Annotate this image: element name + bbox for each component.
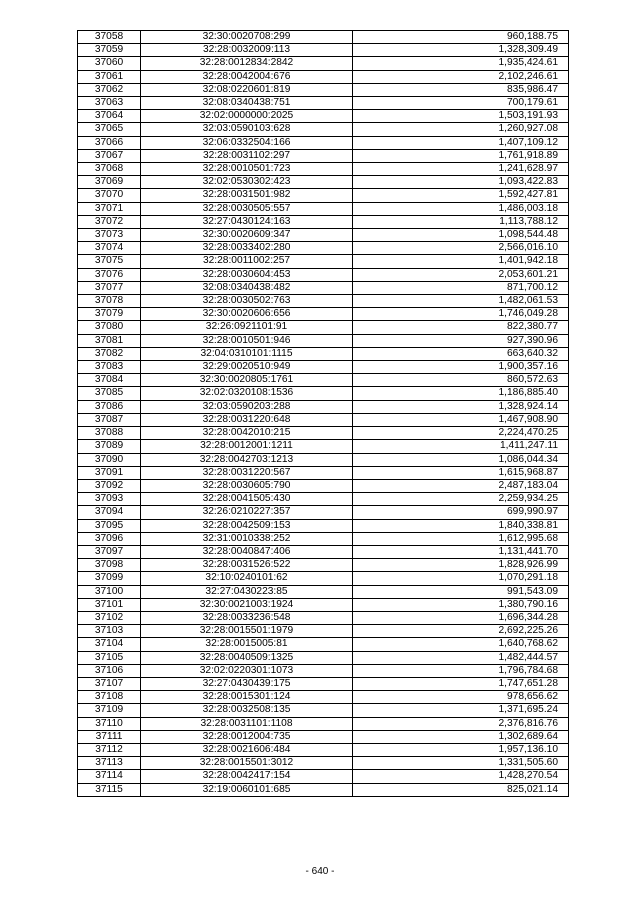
- table-row: [78, 704, 569, 717]
- row-number-cell: 37092: [78, 479, 141, 492]
- row-number-cell: 37082: [78, 347, 141, 360]
- table-row: [78, 664, 569, 677]
- table-row: [78, 361, 569, 374]
- table-row: [78, 31, 569, 44]
- cadastral-number-cell: 32:06:0332504:166: [141, 136, 353, 149]
- table-body: [78, 31, 569, 797]
- table-row: [78, 730, 569, 743]
- row-number-cell: 37109: [78, 704, 141, 717]
- table-row: [78, 413, 569, 426]
- value-cell: 1,086,044.34: [353, 453, 569, 466]
- table-row: [78, 202, 569, 215]
- row-number-cell: 37097: [78, 545, 141, 558]
- cadastral-number-cell: 32:28:0011002:257: [141, 255, 353, 268]
- row-number-cell: 37114: [78, 770, 141, 783]
- data-table: [77, 30, 569, 797]
- value-cell: 825,021.14: [353, 783, 569, 796]
- row-number-cell: 37063: [78, 97, 141, 110]
- cadastral-number-cell: 32:28:0040509:1325: [141, 651, 353, 664]
- cadastral-number-cell: 32:02:0320108:1536: [141, 387, 353, 400]
- table-row: [78, 479, 569, 492]
- cadastral-number-cell: 32:08:0220601:819: [141, 83, 353, 96]
- cadastral-number-cell: 32:28:0031101:1108: [141, 717, 353, 730]
- value-cell: 2,487,183.04: [353, 479, 569, 492]
- row-number-cell: 37072: [78, 215, 141, 228]
- row-number-cell: 37102: [78, 611, 141, 624]
- cadastral-number-cell: 32:02:0000000:2025: [141, 110, 353, 123]
- row-number-cell: 37075: [78, 255, 141, 268]
- value-cell: 1,241,628.97: [353, 163, 569, 176]
- table-row: [78, 57, 569, 70]
- value-cell: 1,482,444.57: [353, 651, 569, 664]
- value-cell: 1,796,784.68: [353, 664, 569, 677]
- cadastral-number-cell: 32:31:0010338:252: [141, 532, 353, 545]
- row-number-cell: 37110: [78, 717, 141, 730]
- row-number-cell: 37094: [78, 506, 141, 519]
- value-cell: 1,592,427.81: [353, 189, 569, 202]
- table-row: [78, 677, 569, 690]
- cadastral-number-cell: 32:29:0020510:949: [141, 361, 353, 374]
- value-cell: 1,486,003.18: [353, 202, 569, 215]
- row-number-cell: 37068: [78, 163, 141, 176]
- value-cell: 699,990.97: [353, 506, 569, 519]
- table-row: [78, 532, 569, 545]
- table-row: [78, 625, 569, 638]
- cadastral-number-cell: 32:28:0012834:2842: [141, 57, 353, 70]
- table-row: [78, 123, 569, 136]
- cadastral-number-cell: 32:28:0031220:648: [141, 413, 353, 426]
- table-row: [78, 506, 569, 519]
- row-number-cell: 37090: [78, 453, 141, 466]
- row-number-cell: 37089: [78, 440, 141, 453]
- row-number-cell: 37098: [78, 559, 141, 572]
- table-row: [78, 136, 569, 149]
- cadastral-number-cell: 32:28:0015501:1979: [141, 625, 353, 638]
- value-cell: 2,566,016.10: [353, 242, 569, 255]
- cadastral-number-cell: 32:28:0042010:215: [141, 427, 353, 440]
- value-cell: 1,070,291.18: [353, 572, 569, 585]
- table-row: [78, 519, 569, 532]
- table-row: [78, 176, 569, 189]
- table-row: [78, 638, 569, 651]
- value-cell: 2,053,601.21: [353, 268, 569, 281]
- row-number-cell: 37080: [78, 321, 141, 334]
- row-number-cell: 37084: [78, 374, 141, 387]
- cadastral-number-cell: 32:28:0010501:723: [141, 163, 353, 176]
- row-number-cell: 37103: [78, 625, 141, 638]
- value-cell: 1,696,344.28: [353, 611, 569, 624]
- value-cell: 1,093,422.83: [353, 176, 569, 189]
- cadastral-number-cell: 32:30:0021003:1924: [141, 598, 353, 611]
- row-number-cell: 37062: [78, 83, 141, 96]
- value-cell: 1,640,768.62: [353, 638, 569, 651]
- table-row: [78, 691, 569, 704]
- row-number-cell: 37086: [78, 400, 141, 413]
- value-cell: 960,188.75: [353, 31, 569, 44]
- value-cell: 871,700.12: [353, 281, 569, 294]
- row-number-cell: 37074: [78, 242, 141, 255]
- table-row: [78, 83, 569, 96]
- cadastral-number-cell: 32:28:0031526:522: [141, 559, 353, 572]
- table-row: [78, 651, 569, 664]
- cadastral-number-cell: 32:28:0042417:154: [141, 770, 353, 783]
- table-row: [78, 427, 569, 440]
- table-row: [78, 334, 569, 347]
- value-cell: 1,957,136.10: [353, 743, 569, 756]
- cadastral-number-cell: 32:04:0310101:1115: [141, 347, 353, 360]
- row-number-cell: 37091: [78, 466, 141, 479]
- row-number-cell: 37070: [78, 189, 141, 202]
- cadastral-number-cell: 32:28:0033236:548: [141, 611, 353, 624]
- row-number-cell: 37060: [78, 57, 141, 70]
- value-cell: 2,692,225.26: [353, 625, 569, 638]
- row-number-cell: 37081: [78, 334, 141, 347]
- table-row: [78, 97, 569, 110]
- cadastral-number-cell: 32:03:0590103:628: [141, 123, 353, 136]
- table-row: [78, 453, 569, 466]
- row-number-cell: 37085: [78, 387, 141, 400]
- row-number-cell: 37095: [78, 519, 141, 532]
- value-cell: 2,102,246.61: [353, 70, 569, 83]
- cadastral-number-cell: 32:30:0020606:656: [141, 308, 353, 321]
- value-cell: 991,543.09: [353, 585, 569, 598]
- value-cell: 2,259,934.25: [353, 493, 569, 506]
- row-number-cell: 37064: [78, 110, 141, 123]
- row-number-cell: 37096: [78, 532, 141, 545]
- value-cell: 978,656.62: [353, 691, 569, 704]
- page-number: - 640 -: [305, 866, 335, 877]
- cadastral-number-cell: 32:30:0020708:299: [141, 31, 353, 44]
- value-cell: 1,612,995.68: [353, 532, 569, 545]
- value-cell: 1,467,908.90: [353, 413, 569, 426]
- table-row: [78, 242, 569, 255]
- cadastral-number-cell: 32:28:0012001:1211: [141, 440, 353, 453]
- cadastral-number-cell: 32:02:0530302:423: [141, 176, 353, 189]
- table-row: [78, 70, 569, 83]
- row-number-cell: 37065: [78, 123, 141, 136]
- table-row: [78, 149, 569, 162]
- table-row: [78, 215, 569, 228]
- cadastral-number-cell: 32:28:0015501:3012: [141, 757, 353, 770]
- row-number-cell: 37100: [78, 585, 141, 598]
- row-number-cell: 37115: [78, 783, 141, 796]
- table-row: [78, 770, 569, 783]
- table-row: [78, 466, 569, 479]
- row-number-cell: 37059: [78, 44, 141, 57]
- value-cell: 700,179.61: [353, 97, 569, 110]
- value-cell: 1,615,968.87: [353, 466, 569, 479]
- row-number-cell: 37105: [78, 651, 141, 664]
- value-cell: 1,503,191.93: [353, 110, 569, 123]
- value-cell: 1,482,061.53: [353, 295, 569, 308]
- table-row: [78, 559, 569, 572]
- row-number-cell: 37078: [78, 295, 141, 308]
- table-row: [78, 572, 569, 585]
- value-cell: 927,390.96: [353, 334, 569, 347]
- value-cell: 1,428,270.54: [353, 770, 569, 783]
- cadastral-number-cell: 32:26:0921101:91: [141, 321, 353, 334]
- row-number-cell: 37093: [78, 493, 141, 506]
- value-cell: 1,935,424.61: [353, 57, 569, 70]
- row-number-cell: 37108: [78, 691, 141, 704]
- cadastral-number-cell: 32:28:0021606:484: [141, 743, 353, 756]
- table-row: [78, 757, 569, 770]
- cadastral-number-cell: 32:10:0240101:62: [141, 572, 353, 585]
- cadastral-number-cell: 32:28:0033402:280: [141, 242, 353, 255]
- table-row: [78, 189, 569, 202]
- value-cell: 663,640.32: [353, 347, 569, 360]
- table-row: [78, 268, 569, 281]
- cadastral-number-cell: 32:28:0032508:135: [141, 704, 353, 717]
- row-number-cell: 37106: [78, 664, 141, 677]
- table-row: [78, 255, 569, 268]
- row-number-cell: 37071: [78, 202, 141, 215]
- cadastral-number-cell: 32:28:0040847:406: [141, 545, 353, 558]
- row-number-cell: 37058: [78, 31, 141, 44]
- table-row: [78, 44, 569, 57]
- cadastral-number-cell: 32:28:0030605:790: [141, 479, 353, 492]
- row-number-cell: 37083: [78, 361, 141, 374]
- cadastral-number-cell: 32:08:0340438:751: [141, 97, 353, 110]
- cadastral-number-cell: 32:30:0020609:347: [141, 229, 353, 242]
- value-cell: 1,328,924.14: [353, 400, 569, 413]
- cadastral-number-cell: 32:28:0031220:567: [141, 466, 353, 479]
- row-number-cell: 37107: [78, 677, 141, 690]
- value-cell: 1,131,441.70: [353, 545, 569, 558]
- table-row: [78, 493, 569, 506]
- table-row: [78, 717, 569, 730]
- table-row: [78, 347, 569, 360]
- table-row: [78, 387, 569, 400]
- table-row: [78, 743, 569, 756]
- table-row: [78, 440, 569, 453]
- value-cell: 2,376,816.76: [353, 717, 569, 730]
- value-cell: 1,761,918.89: [353, 149, 569, 162]
- cadastral-number-cell: 32:28:0015005:81: [141, 638, 353, 651]
- value-cell: 1,186,885.40: [353, 387, 569, 400]
- cadastral-number-cell: 32:27:0430223:85: [141, 585, 353, 598]
- cadastral-number-cell: 32:28:0042509:153: [141, 519, 353, 532]
- value-cell: 1,747,651.28: [353, 677, 569, 690]
- cadastral-number-cell: 32:02:0220301:1073: [141, 664, 353, 677]
- row-number-cell: 37069: [78, 176, 141, 189]
- row-number-cell: 37111: [78, 730, 141, 743]
- cadastral-number-cell: 32:28:0031102:297: [141, 149, 353, 162]
- value-cell: 1,401,942.18: [353, 255, 569, 268]
- row-number-cell: 37077: [78, 281, 141, 294]
- table-row: [78, 308, 569, 321]
- value-cell: 835,986.47: [353, 83, 569, 96]
- cadastral-number-cell: 32:19:0060101:685: [141, 783, 353, 796]
- cadastral-number-cell: 32:27:0430439:175: [141, 677, 353, 690]
- table-row: [78, 400, 569, 413]
- cadastral-number-cell: 32:28:0032009:113: [141, 44, 353, 57]
- row-number-cell: 37061: [78, 70, 141, 83]
- value-cell: 1,840,338.81: [353, 519, 569, 532]
- cadastral-number-cell: 32:28:0031501:982: [141, 189, 353, 202]
- cadastral-number-cell: 32:28:0010501:946: [141, 334, 353, 347]
- cadastral-number-cell: 32:30:0020805:1761: [141, 374, 353, 387]
- value-cell: 1,371,695.24: [353, 704, 569, 717]
- cadastral-number-cell: 32:27:0430124:163: [141, 215, 353, 228]
- table-row: [78, 229, 569, 242]
- table-row: [78, 611, 569, 624]
- table-row: [78, 281, 569, 294]
- value-cell: 1,380,790.16: [353, 598, 569, 611]
- data-table-container: [77, 30, 569, 797]
- value-cell: 1,900,357.16: [353, 361, 569, 374]
- row-number-cell: 37113: [78, 757, 141, 770]
- cadastral-number-cell: 32:28:0012004:735: [141, 730, 353, 743]
- cadastral-number-cell: 32:28:0015301:124: [141, 691, 353, 704]
- value-cell: 1,098,544.48: [353, 229, 569, 242]
- value-cell: 822,380.77: [353, 321, 569, 334]
- row-number-cell: 37067: [78, 149, 141, 162]
- value-cell: 1,828,926.99: [353, 559, 569, 572]
- row-number-cell: 37076: [78, 268, 141, 281]
- table-row: [78, 783, 569, 796]
- value-cell: 1,746,049.28: [353, 308, 569, 321]
- table-row: [78, 110, 569, 123]
- value-cell: 1,331,505.60: [353, 757, 569, 770]
- row-number-cell: 37099: [78, 572, 141, 585]
- cadastral-number-cell: 32:28:0030505:557: [141, 202, 353, 215]
- cadastral-number-cell: 32:28:0041505:430: [141, 493, 353, 506]
- row-number-cell: 37087: [78, 413, 141, 426]
- value-cell: 1,407,109.12: [353, 136, 569, 149]
- table-row: [78, 545, 569, 558]
- cadastral-number-cell: 32:03:0590203:288: [141, 400, 353, 413]
- row-number-cell: 37104: [78, 638, 141, 651]
- value-cell: 1,411,247.11: [353, 440, 569, 453]
- row-number-cell: 37088: [78, 427, 141, 440]
- row-number-cell: 37101: [78, 598, 141, 611]
- table-row: [78, 321, 569, 334]
- table-row: [78, 374, 569, 387]
- row-number-cell: 37073: [78, 229, 141, 242]
- value-cell: 2,224,470.25: [353, 427, 569, 440]
- value-cell: 1,328,309.49: [353, 44, 569, 57]
- value-cell: 860,572.63: [353, 374, 569, 387]
- cadastral-number-cell: 32:08:0340438:482: [141, 281, 353, 294]
- row-number-cell: 37112: [78, 743, 141, 756]
- cadastral-number-cell: 32:28:0042703:1213: [141, 453, 353, 466]
- cadastral-number-cell: 32:28:0030502:763: [141, 295, 353, 308]
- table-row: [78, 585, 569, 598]
- cadastral-number-cell: 32:28:0030604:453: [141, 268, 353, 281]
- table-row: [78, 598, 569, 611]
- value-cell: 1,260,927.08: [353, 123, 569, 136]
- table-row: [78, 295, 569, 308]
- cadastral-number-cell: 32:26:0210227:357: [141, 506, 353, 519]
- value-cell: 1,113,788.12: [353, 215, 569, 228]
- table-row: [78, 163, 569, 176]
- row-number-cell: 37066: [78, 136, 141, 149]
- cadastral-number-cell: 32:28:0042004:676: [141, 70, 353, 83]
- row-number-cell: 37079: [78, 308, 141, 321]
- value-cell: 1,302,689.64: [353, 730, 569, 743]
